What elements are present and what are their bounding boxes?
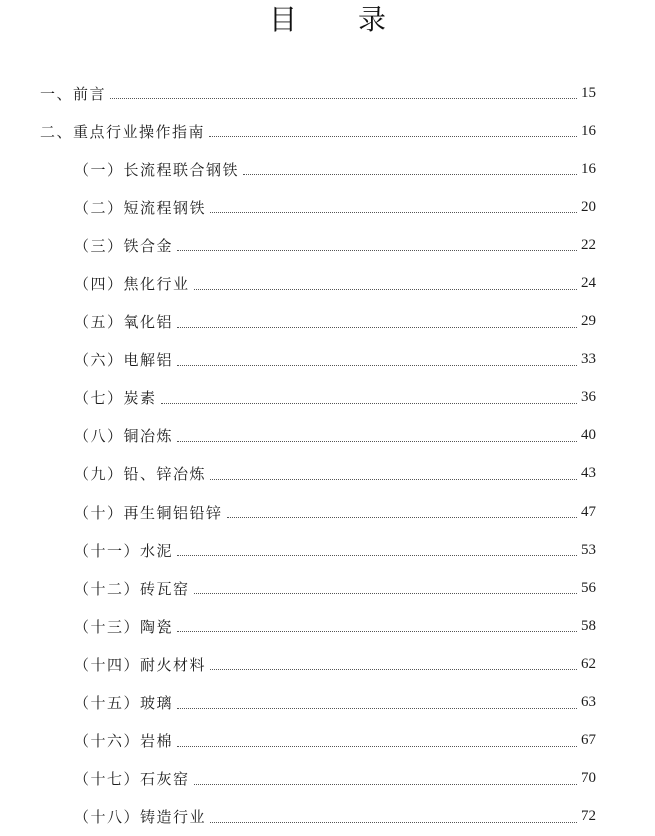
dot-leader (177, 326, 577, 328)
toc-entry-page: 33 (581, 351, 596, 368)
toc-entry-page: 22 (581, 236, 596, 253)
toc-entry[interactable] (0, 607, 655, 645)
toc-entry-label: （九）铅、锌冶炼 (74, 465, 207, 484)
toc-entry-label: 一、前言 (40, 84, 107, 103)
dot-leader (209, 135, 577, 137)
toc-entry-page: 20 (581, 198, 596, 215)
table-of-contents (0, 74, 655, 836)
toc-entry-page: 56 (581, 579, 596, 596)
toc-entry-label: （三）铁合金 (74, 236, 174, 255)
toc-entry-page: 40 (581, 427, 596, 444)
toc-entry-label: （五）氧化铝 (74, 313, 174, 332)
toc-entry[interactable] (0, 379, 655, 417)
toc-entry[interactable] (0, 226, 655, 264)
toc-entry-page: 16 (581, 160, 596, 177)
toc-entry-page: 24 (581, 275, 596, 292)
dot-leader (177, 745, 577, 747)
toc-entry-page: 62 (581, 655, 596, 672)
toc-entry[interactable] (0, 684, 655, 722)
toc-entry-page: 72 (581, 808, 596, 825)
dot-leader (227, 516, 577, 518)
toc-entry[interactable] (0, 455, 655, 493)
toc-entry[interactable] (0, 417, 655, 455)
toc-entry[interactable] (0, 531, 655, 569)
toc-entry[interactable] (0, 493, 655, 531)
toc-entry-page: 53 (581, 541, 596, 558)
dot-leader (194, 783, 577, 785)
toc-entry-label: （十一）水泥 (74, 541, 174, 560)
toc-entry-page: 67 (581, 732, 596, 749)
dot-leader (161, 402, 577, 404)
toc-entry-label: （十七）石灰窑 (74, 770, 190, 789)
toc-entry-label: （二）短流程钢铁 (74, 198, 207, 217)
dot-leader (177, 554, 577, 556)
toc-entry-page: 43 (581, 465, 596, 482)
toc-entry-label: （十）再生铜铝铅锌 (74, 503, 223, 522)
toc-entry-page: 70 (581, 770, 596, 787)
toc-entry[interactable] (0, 150, 655, 188)
toc-entry-page: 63 (581, 694, 596, 711)
toc-entry[interactable] (0, 264, 655, 302)
toc-entry-page: 47 (581, 503, 596, 520)
dot-leader (194, 288, 577, 290)
dot-leader (177, 707, 577, 709)
toc-entry[interactable] (0, 112, 655, 150)
toc-entry-page: 58 (581, 617, 596, 634)
toc-entry[interactable] (0, 74, 655, 112)
dot-leader (177, 364, 577, 366)
dot-leader (110, 97, 577, 99)
toc-entry[interactable] (0, 303, 655, 341)
toc-entry-page: 16 (581, 122, 596, 139)
dot-leader (243, 173, 577, 175)
toc-entry[interactable] (0, 341, 655, 379)
toc-entry-label: （十五）玻璃 (74, 694, 174, 713)
toc-entry[interactable] (0, 569, 655, 607)
toc-entry[interactable] (0, 760, 655, 798)
toc-entry[interactable] (0, 798, 655, 836)
dot-leader (177, 630, 577, 632)
toc-entry[interactable] (0, 188, 655, 226)
toc-entry-label: （八）铜冶炼 (74, 427, 174, 446)
dot-leader (210, 478, 577, 480)
toc-entry-label: （十二）砖瓦窑 (74, 579, 190, 598)
toc-entry-page: 15 (581, 84, 596, 101)
dot-leader (210, 668, 577, 670)
toc-entry-page: 36 (581, 389, 596, 406)
dot-leader (210, 821, 577, 823)
toc-entry-label: （十八）铸造行业 (74, 808, 207, 827)
toc-entry-label: （十四）耐火材料 (74, 655, 207, 674)
page-title: 目 录 (269, 3, 412, 36)
dot-leader (210, 211, 577, 213)
toc-entry[interactable] (0, 645, 655, 683)
toc-entry-label: （六）电解铝 (74, 351, 174, 370)
dot-leader (177, 249, 577, 251)
toc-entry-label: 二、重点行业操作指南 (40, 122, 206, 141)
toc-entry-label: （七）炭素 (74, 389, 157, 408)
toc-entry-page: 29 (581, 313, 596, 330)
dot-leader (194, 592, 577, 594)
toc-entry-label: （十六）岩棉 (74, 732, 174, 751)
dot-leader (177, 440, 577, 442)
toc-entry-label: （四）焦化行业 (74, 275, 190, 294)
toc-entry[interactable] (0, 722, 655, 760)
toc-entry-label: （十三）陶瓷 (74, 617, 174, 636)
toc-entry-label: （一）长流程联合钢铁 (74, 160, 240, 179)
